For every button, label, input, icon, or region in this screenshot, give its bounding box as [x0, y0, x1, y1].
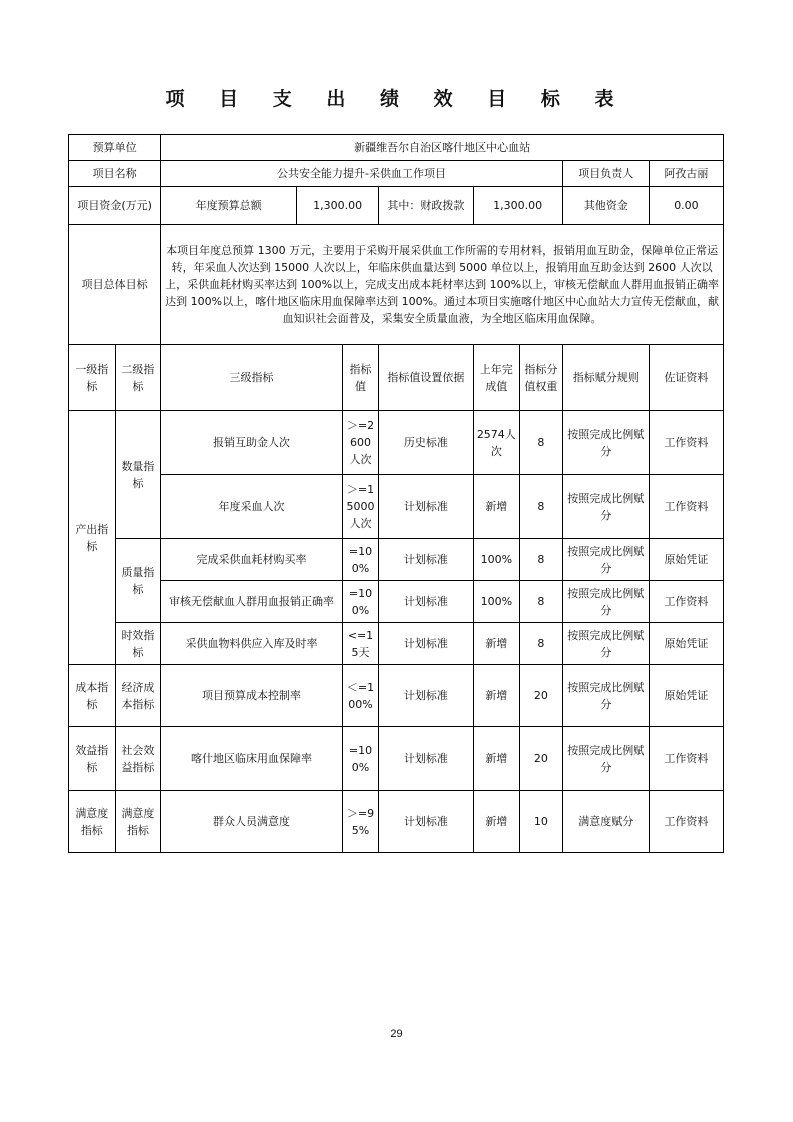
indicator-basis: 计划标准: [379, 581, 473, 623]
other-value: 0.00: [649, 187, 723, 225]
indicator-weight: 8: [520, 411, 563, 475]
page-number: 29: [390, 1028, 403, 1040]
indicator-last-year: 100%: [473, 539, 520, 581]
indicator-basis: 计划标准: [379, 727, 473, 791]
indicator-name: 完成采供血耗材购买率: [161, 539, 342, 581]
fiscal-value: 1,300.00: [473, 187, 562, 225]
indicator-value: =100%: [342, 727, 379, 791]
indicator-evidence: 原始凭证: [649, 539, 723, 581]
subgroup-quantity: 数量指标: [115, 411, 161, 539]
indicator-basis: 计划标准: [379, 475, 473, 539]
goal-label: 项目总体目标: [69, 225, 161, 345]
fiscal-label: 其中：财政拨款: [379, 187, 473, 225]
table-row: [69, 475, 724, 539]
subgroup-satisfaction: 满意度指标: [115, 791, 161, 853]
indicator-basis: 历史标准: [379, 411, 473, 475]
table-row: [69, 411, 724, 475]
indicator-value: ＞=15000人次: [342, 475, 379, 539]
project-value: 公共安全能力提升-采供血工作项目: [161, 161, 562, 187]
leader-value: 阿孜古丽: [649, 161, 723, 187]
indicator-value: ＞=95%: [342, 791, 379, 853]
subgroup-timeliness: 时效指标: [115, 623, 161, 665]
table-row: [69, 581, 724, 623]
header-value: 指标值: [342, 345, 379, 411]
indicator-evidence: 工作资料: [649, 475, 723, 539]
funds-row: [69, 187, 724, 225]
goal-row: [69, 225, 724, 345]
indicator-evidence: 原始凭证: [649, 623, 723, 665]
indicator-value: <=15天: [342, 623, 379, 665]
indicator-weight: 8: [520, 539, 563, 581]
indicator-weight: 8: [520, 475, 563, 539]
indicator-weight: 8: [520, 581, 563, 623]
indicator-last-year: 新增: [473, 623, 520, 665]
project-label: 项目名称: [69, 161, 161, 187]
group-satisfaction: 满意度指标: [69, 791, 116, 853]
indicator-weight: 20: [520, 727, 563, 791]
indicator-basis: 计划标准: [379, 539, 473, 581]
unit-row: [69, 135, 724, 161]
goal-text: 本项目年度总预算 1300 万元，主要用于采购开展采供血工作所需的专用材料，报销用血互助金，保障单位正常运转，年采血人次达到 15000 人次以上，年临床供血量达到 5000 单位以上，报销用血互助金达到 2600 人次以上，采供血耗材购买率达到 100%以上，完成支出成本耗材率达到 100%以上，审核无偿献血人群用血报销正确率达到 100%以上，喀什地区临床用血保障率达到 100%。通过本项目实施喀什地区中心血站大力宣传无偿献血，献血知识社会面普及，采集安全质量血液，为全地区临床用血保障。: [161, 225, 724, 345]
header-level1: 一级指标: [69, 345, 116, 411]
header-row: [69, 345, 724, 411]
indicator-name: 项目预算成本控制率: [161, 665, 342, 727]
indicator-name: 年度采血人次: [161, 475, 342, 539]
header-level2: 二级指标: [115, 345, 161, 411]
indicator-rule: 按照完成比例赋分: [562, 665, 649, 727]
subgroup-economic: 经济成本指标: [115, 665, 161, 727]
group-benefit: 效益指标: [69, 727, 116, 791]
indicator-name: 喀什地区临床用血保障率: [161, 727, 342, 791]
indicator-weight: 10: [520, 791, 563, 853]
table-row: [69, 791, 724, 853]
page-title: 项 目 支 出 绩 效 目 标 表: [165, 88, 628, 110]
indicator-value: ＜=100%: [342, 665, 379, 727]
funds-label: 项目资金(万元): [69, 187, 161, 225]
header-basis: 指标值设置依据: [379, 345, 473, 411]
header-rule: 指标赋分规则: [562, 345, 649, 411]
indicator-evidence: 工作资料: [649, 581, 723, 623]
unit-label: 预算单位: [69, 135, 161, 161]
header-last-year: 上年完成值: [473, 345, 520, 411]
other-label: 其他资金: [562, 187, 649, 225]
indicator-name: 采供血物料供应入库及时率: [161, 623, 342, 665]
indicator-rule: 按照完成比例赋分: [562, 623, 649, 665]
indicator-basis: 计划标准: [379, 623, 473, 665]
leader-label: 项目负责人: [562, 161, 649, 187]
indicator-evidence: 工作资料: [649, 411, 723, 475]
header-weight: 指标分值权重: [520, 345, 563, 411]
table-row: [69, 665, 724, 727]
indicator-last-year: 新增: [473, 727, 520, 791]
annual-value: 1,300.00: [297, 187, 379, 225]
project-row: [69, 161, 724, 187]
indicator-rule: 按照完成比例赋分: [562, 411, 649, 475]
indicator-last-year: 100%: [473, 581, 520, 623]
performance-target-table: [68, 134, 724, 853]
indicator-weight: 8: [520, 623, 563, 665]
table-row: [69, 727, 724, 791]
indicator-last-year: 新增: [473, 791, 520, 853]
indicator-name: 报销互助金人次: [161, 411, 342, 475]
indicator-name: 群众人员满意度: [161, 791, 342, 853]
indicator-value: ＞=2600人次: [342, 411, 379, 475]
indicator-last-year: 2574人次: [473, 411, 520, 475]
subgroup-social: 社会效益指标: [115, 727, 161, 791]
indicator-rule: 按照完成比例赋分: [562, 539, 649, 581]
indicator-weight: 20: [520, 665, 563, 727]
annual-label: 年度预算总额: [161, 187, 297, 225]
indicator-value: =100%: [342, 581, 379, 623]
indicator-evidence: 工作资料: [649, 791, 723, 853]
indicator-evidence: 原始凭证: [649, 665, 723, 727]
indicator-rule: 按照完成比例赋分: [562, 581, 649, 623]
header-level3: 三级指标: [161, 345, 342, 411]
group-cost: 成本指标: [69, 665, 116, 727]
group-output: 产出指标: [69, 411, 116, 665]
indicator-name: 审核无偿献血人群用血报销正确率: [161, 581, 342, 623]
table-row: [69, 539, 724, 581]
header-evidence: 佐证资料: [649, 345, 723, 411]
indicator-basis: 计划标准: [379, 791, 473, 853]
table-row: [69, 623, 724, 665]
indicator-last-year: 新增: [473, 475, 520, 539]
indicator-last-year: 新增: [473, 665, 520, 727]
indicator-value: =100%: [342, 539, 379, 581]
indicator-rule: 按照完成比例赋分: [562, 475, 649, 539]
indicator-rule: 满意度赋分: [562, 791, 649, 853]
subgroup-quality: 质量指标: [115, 539, 161, 623]
indicator-rule: 按照完成比例赋分: [562, 727, 649, 791]
unit-value: 新疆维吾尔自治区喀什地区中心血站: [161, 135, 724, 161]
indicator-evidence: 工作资料: [649, 727, 723, 791]
indicator-basis: 计划标准: [379, 665, 473, 727]
